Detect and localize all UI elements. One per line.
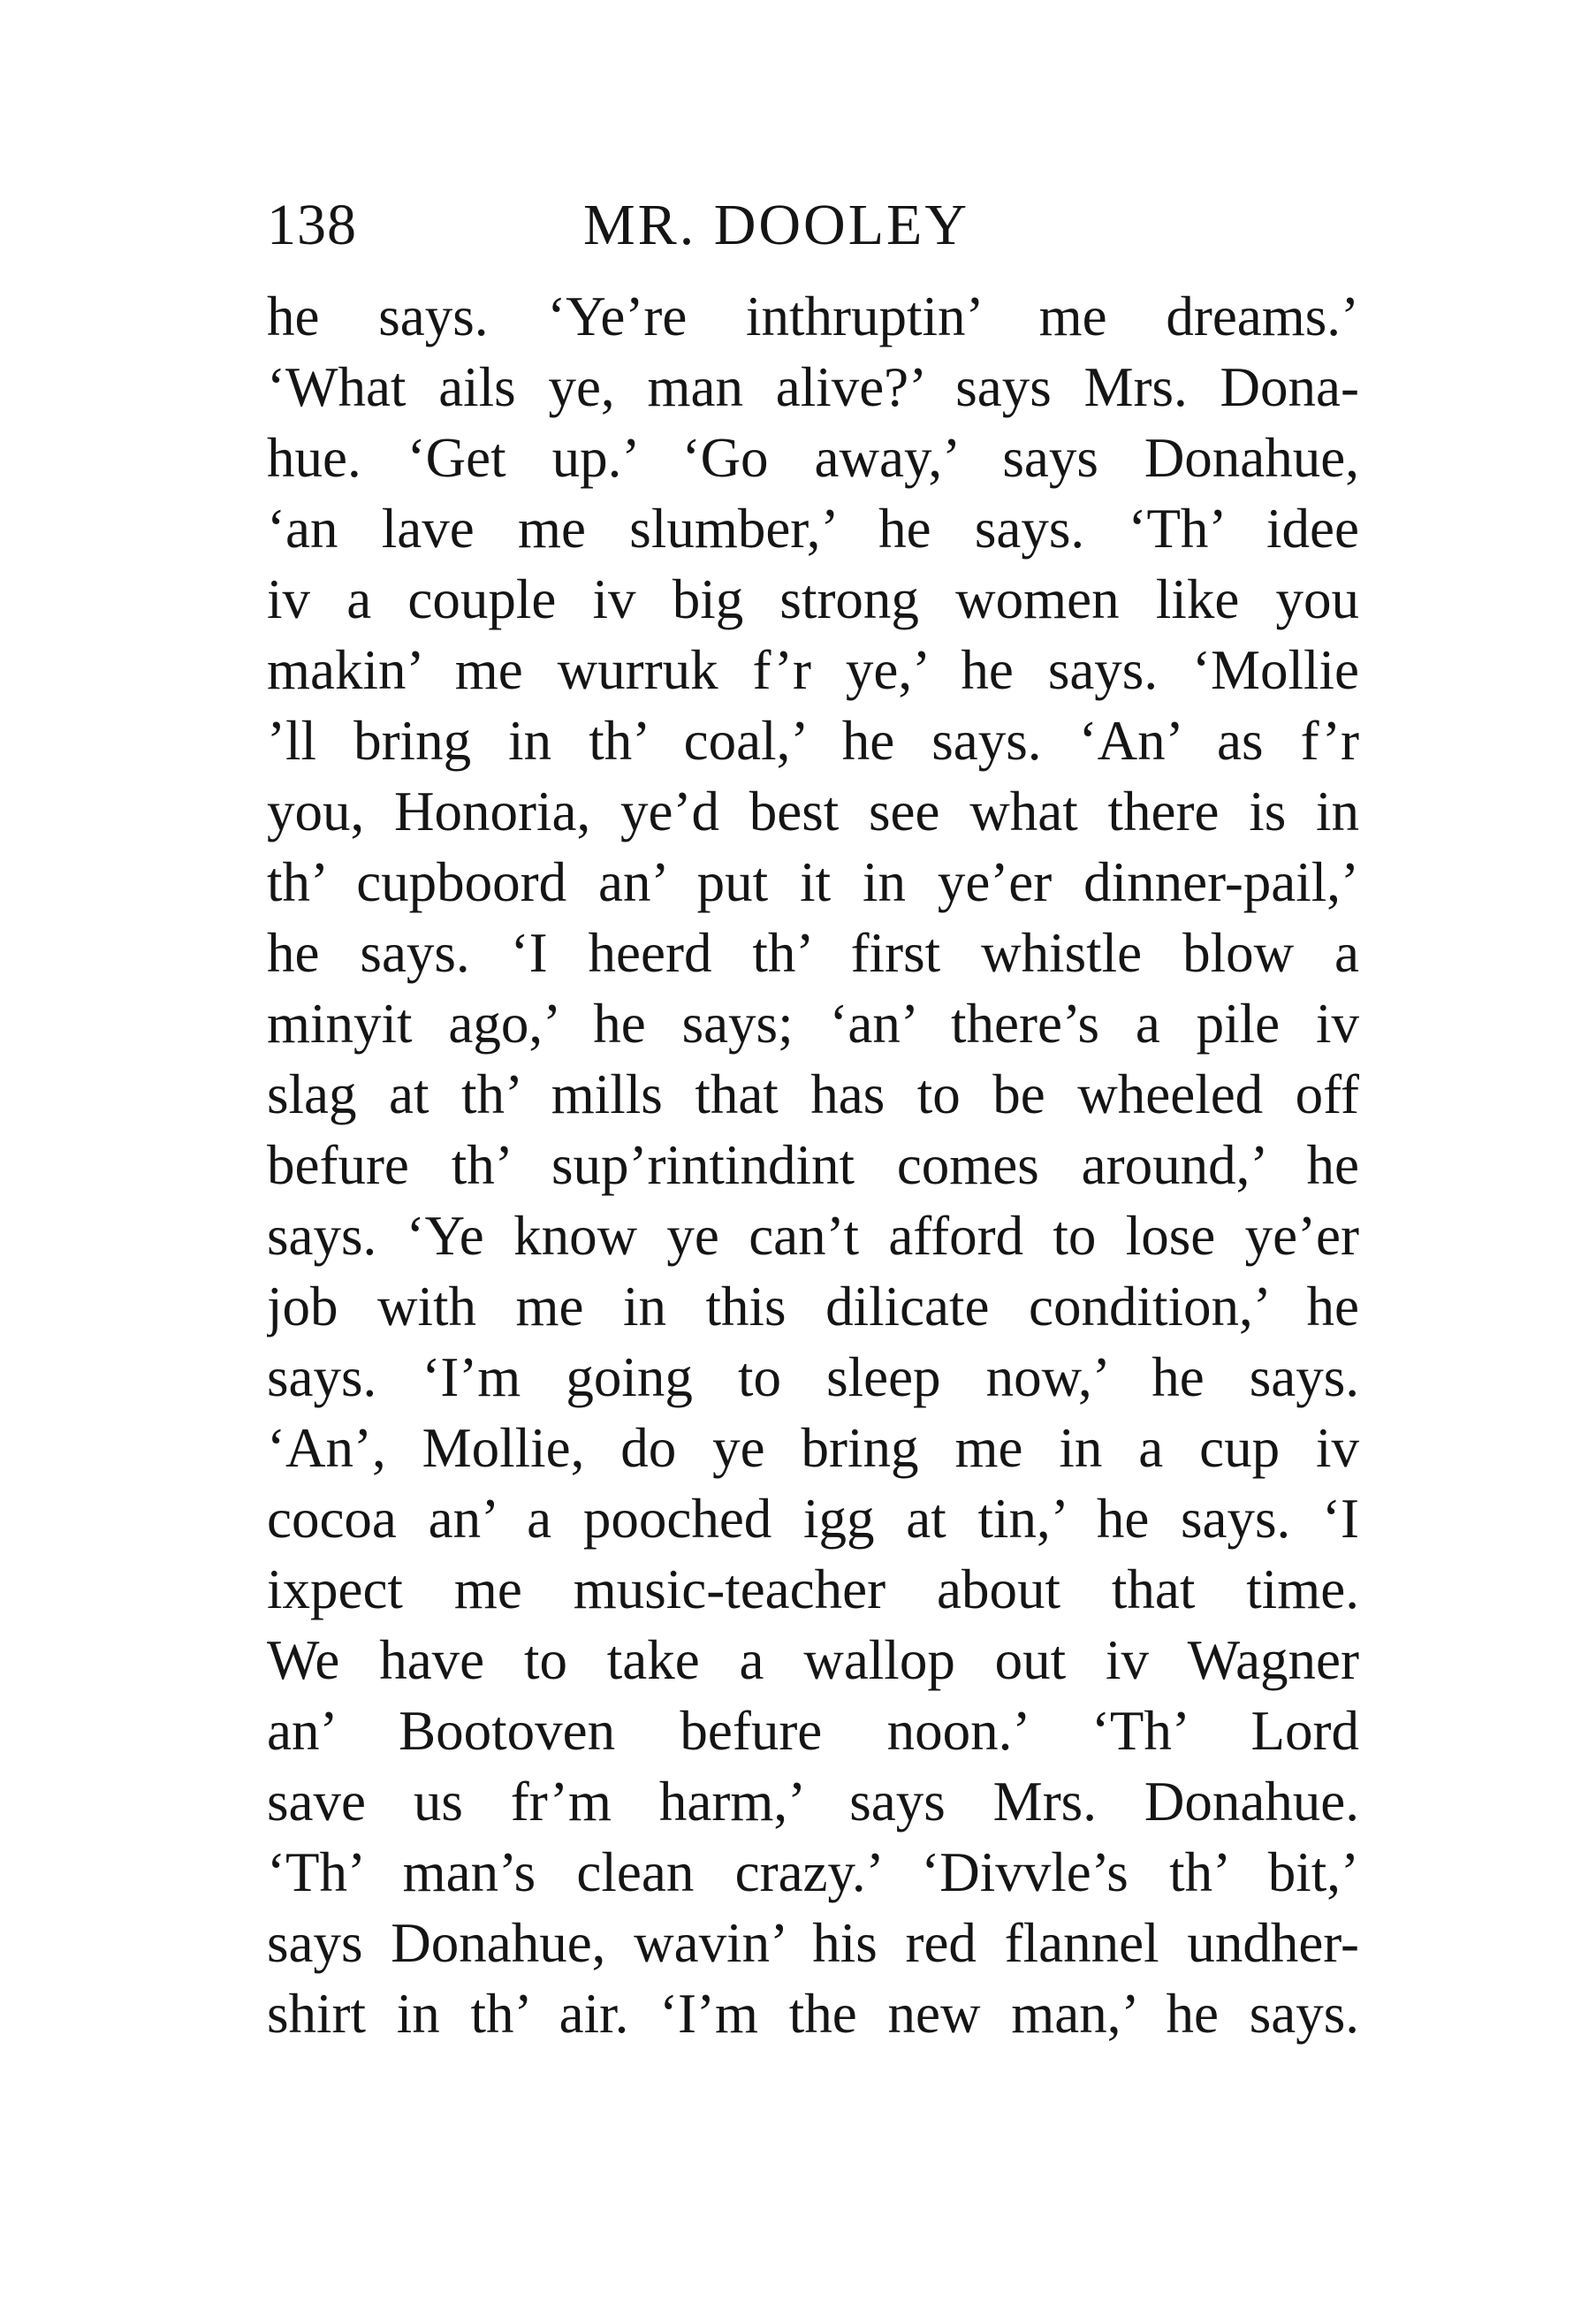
text-line: ixpect me music-teacher about that time. — [267, 1558, 1359, 1620]
text-line: iv a couple iv big strong women like you — [267, 568, 1359, 630]
text-line: an’ Bootoven befure noon.’ ‘Th’ Lord — [267, 1700, 1359, 1762]
text-line: slag at th’ mills that has to be wheeled off — [267, 1063, 1359, 1125]
text-line: ‘an lave me slumber,’ he says. ‘Th’ idee — [267, 498, 1359, 560]
running-head — [267, 181, 1359, 270]
text-line: ‘What ails ye, man alive?’ says Mrs. Dona- — [267, 356, 1359, 418]
text-line: says. ‘Ye know ye can’t afford to lose ye’er — [267, 1205, 1359, 1267]
text-line: hue. ‘Get up.’ ‘Go away,’ says Donahue, — [267, 427, 1359, 489]
text-line: ‘Th’ man’s clean crazy.’ ‘Divvle’s th’ bit,’ — [267, 1841, 1359, 1903]
text-line: cocoa an’ a pooched igg at tin,’ he says. ‘I — [267, 1488, 1359, 1550]
text-line: minyit ago,’ he says; ‘an’ there’s a pile iv — [267, 993, 1359, 1055]
text-line: says Donahue, wavin’ his red flannel undher- — [267, 1912, 1359, 1974]
body-text — [267, 281, 1359, 2049]
text-line: th’ cupboord an’ put it in ye’er dinner-pail,’ — [267, 851, 1359, 913]
text-line: We have to take a wallop out iv Wagner — [267, 1629, 1359, 1691]
text-line: says. ‘I’m going to sleep now,’ he says. — [267, 1346, 1359, 1408]
text-line: ’ll bring in th’ coal,’ he says. ‘An’ as f’r — [267, 710, 1359, 772]
text-line: befure th’ sup’rintindint comes around,’ he — [267, 1134, 1359, 1196]
page-number: 138 — [267, 193, 357, 257]
running-title: MR. DOOLEY — [583, 193, 969, 257]
text-line: shirt in th’ air. ‘I’m the new man,’ he says. — [267, 1983, 1359, 2045]
text-line: you, Honoria, ye’d best see what there is in — [267, 781, 1359, 842]
text-line: makin’ me wurruk f’r ye,’ he says. ‘Mollie — [267, 639, 1359, 701]
text-line: ‘An’, Mollie, do ye bring me in a cup iv — [267, 1417, 1359, 1479]
text-line: save us fr’m harm,’ says Mrs. Donahue. — [267, 1771, 1359, 1833]
text-line: job with me in this dilicate condition,’ he — [267, 1276, 1359, 1337]
text-line: he says. ‘I heerd th’ first whistle blow a — [267, 922, 1359, 984]
text-line: he says. ‘Ye’re inthruptin’ me dreams.’ — [267, 286, 1359, 347]
